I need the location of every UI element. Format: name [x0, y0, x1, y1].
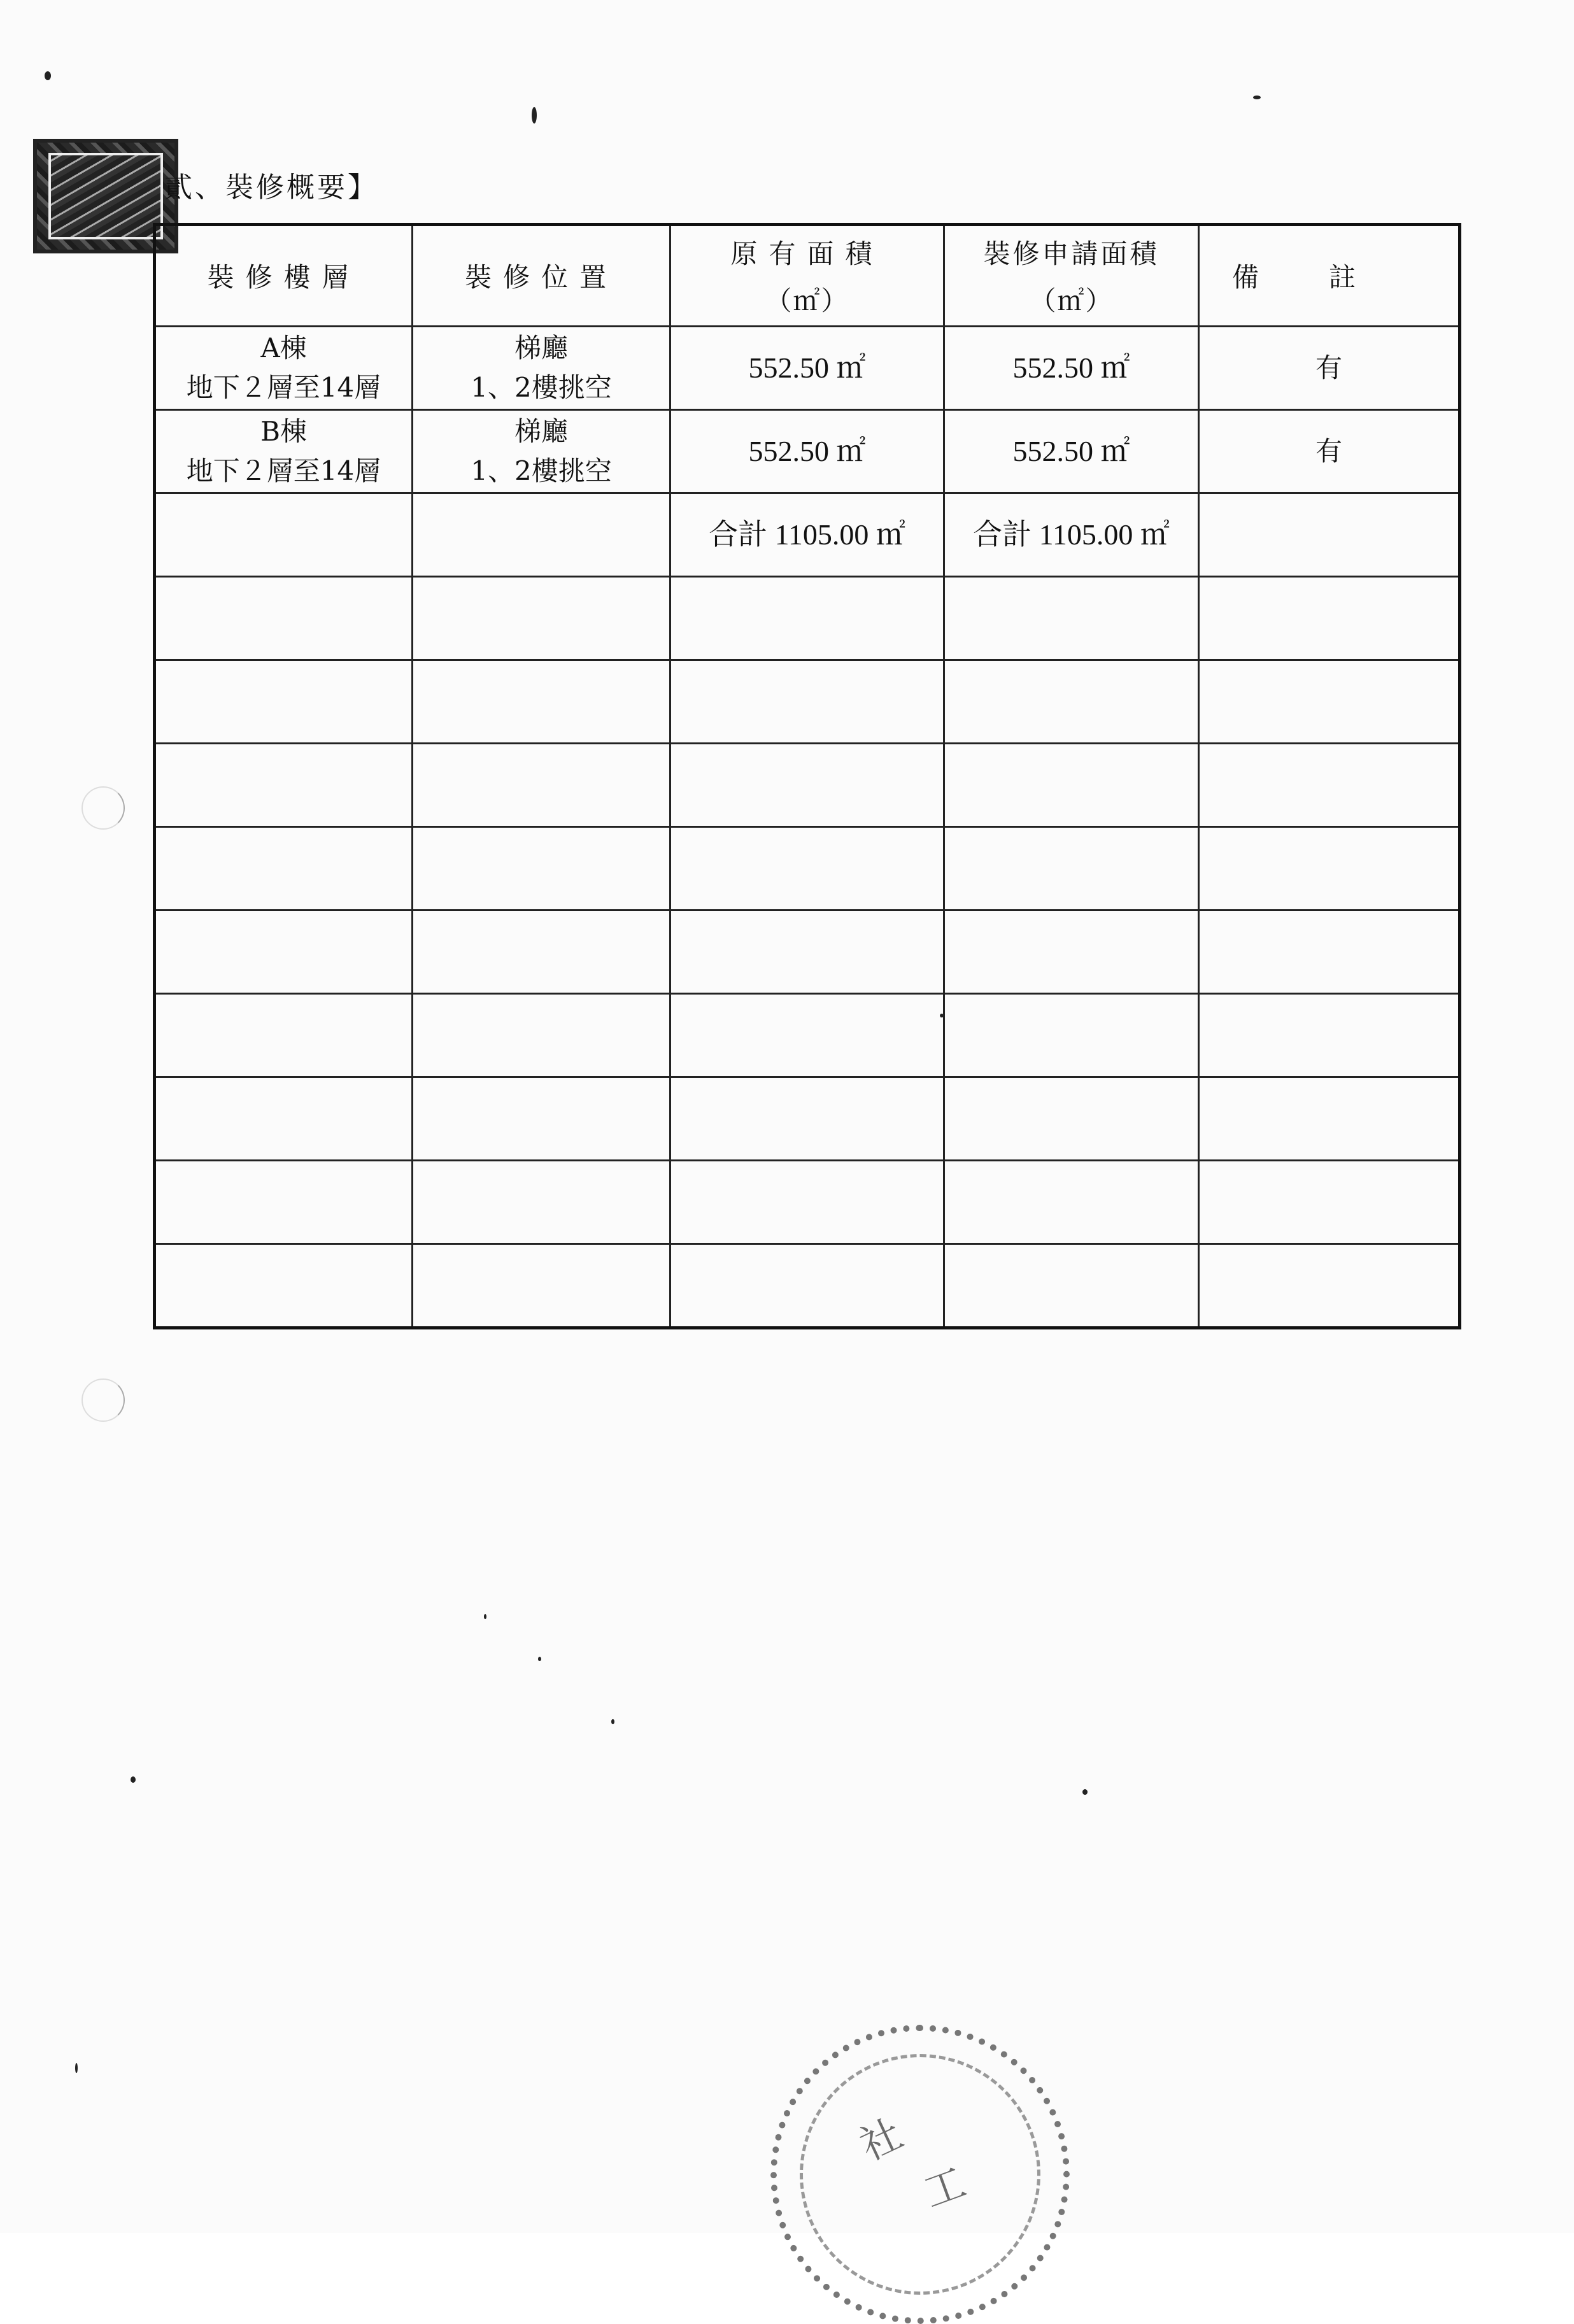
official-round-stamp	[770, 2025, 1070, 2324]
cell-empty	[1199, 1161, 1460, 1244]
header-remarks-label: 備註	[1231, 262, 1426, 293]
cell-location	[413, 327, 670, 410]
header-applied-area-unit: （㎡）	[1029, 285, 1114, 316]
applied-area-value: 552.50 ㎡	[1012, 351, 1130, 384]
renovation-summary-table	[153, 223, 1461, 1329]
stamp-glyph: 社	[853, 2110, 911, 2171]
original-area-value: 552.50 ㎡	[748, 434, 866, 467]
cell-empty	[670, 1077, 944, 1161]
stamp-glyph: 工	[918, 2158, 972, 2218]
cell-empty	[413, 910, 670, 994]
cell-empty	[413, 660, 670, 744]
header-original-area-unit: （㎡）	[765, 285, 849, 316]
cell-empty	[155, 577, 413, 660]
cell-empty	[944, 910, 1199, 994]
scan-speck	[131, 1776, 136, 1783]
cell-empty	[1199, 577, 1460, 660]
cell-empty	[670, 744, 944, 827]
cell-empty	[944, 1077, 1199, 1161]
scan-speck	[611, 1719, 614, 1724]
cell-empty	[670, 994, 944, 1077]
cell-empty	[155, 910, 413, 994]
cell-empty	[670, 827, 944, 910]
punch-hole-mark	[82, 1378, 125, 1422]
cell-empty	[1199, 994, 1460, 1077]
cell-empty	[670, 1244, 944, 1328]
cell-location	[413, 410, 670, 493]
header-remarks	[1199, 225, 1460, 327]
scan-speck	[538, 1657, 541, 1661]
cell-empty	[944, 994, 1199, 1077]
cell-empty	[413, 577, 670, 660]
cell-empty	[944, 577, 1199, 660]
header-original-area-label: 原有面積	[730, 238, 884, 269]
table-header-row	[155, 225, 1460, 327]
scan-speck	[45, 71, 51, 80]
table-empty-row	[155, 827, 1460, 910]
total-applied-area: 合計 1105.00 ㎡	[973, 518, 1170, 551]
floor-range: 地下２層至14層	[186, 455, 381, 486]
header-applied-area	[944, 225, 1199, 327]
cell-empty	[155, 744, 413, 827]
remark-value: 有	[1315, 436, 1342, 467]
cell-empty	[413, 994, 670, 1077]
applied-area-value: 552.50 ㎡	[1012, 434, 1130, 467]
cell-empty	[413, 1244, 670, 1328]
location-name: 梯廳	[514, 416, 568, 447]
cell-applied-area	[944, 410, 1199, 493]
table-empty-row	[155, 910, 1460, 994]
cell-floor	[155, 327, 413, 410]
table-empty-row	[155, 994, 1460, 1077]
cell-empty	[670, 660, 944, 744]
cell-empty	[413, 827, 670, 910]
header-applied-area-label: 裝修申請面積	[983, 238, 1159, 269]
header-original-area	[670, 225, 944, 327]
location-name: 梯廳	[514, 332, 568, 364]
cell-floor	[155, 410, 413, 493]
header-floor-label: 裝修樓層	[207, 262, 360, 293]
original-area-value: 552.50 ㎡	[748, 351, 866, 384]
cell-remark	[1199, 410, 1460, 493]
floor-building: A棟	[260, 332, 307, 364]
table-row	[155, 327, 1460, 410]
cell-empty	[155, 1077, 413, 1161]
scan-speck	[532, 107, 537, 124]
renovation-summary-table-wrap	[153, 223, 1458, 1329]
cell-empty	[1199, 1077, 1460, 1161]
cell-empty	[1199, 493, 1460, 577]
table-empty-row	[155, 577, 1460, 660]
seal-inner-border	[48, 153, 163, 239]
location-detail: 1、2樓挑空	[471, 455, 612, 486]
cell-applied-area	[944, 327, 1199, 410]
cell-empty	[413, 744, 670, 827]
scan-speck	[1082, 1789, 1088, 1795]
cell-empty	[944, 1161, 1199, 1244]
section-heading: 貳、裝修概要】	[164, 171, 378, 204]
cell-empty	[413, 1077, 670, 1161]
cell-empty	[1199, 660, 1460, 744]
floor-building: B棟	[260, 416, 307, 447]
cell-empty	[155, 827, 413, 910]
scan-speck	[75, 2063, 78, 2073]
cell-empty	[155, 660, 413, 744]
cell-empty	[944, 660, 1199, 744]
cell-remark	[1199, 327, 1460, 410]
cell-empty	[413, 1161, 670, 1244]
remark-value: 有	[1315, 352, 1342, 383]
cell-empty	[155, 994, 413, 1077]
cell-empty	[944, 744, 1199, 827]
cell-empty	[1199, 1244, 1460, 1328]
cell-original-area	[670, 327, 944, 410]
table-row	[155, 410, 1460, 493]
table-empty-row	[155, 744, 1460, 827]
table-empty-row	[155, 660, 1460, 744]
header-floor	[155, 225, 413, 327]
scan-speck	[484, 1614, 486, 1619]
cell-empty	[155, 1161, 413, 1244]
cell-empty	[670, 1161, 944, 1244]
cell-empty	[155, 1244, 413, 1328]
cell-empty	[413, 493, 670, 577]
location-detail: 1、2樓挑空	[471, 372, 612, 403]
cell-empty	[155, 493, 413, 577]
cell-empty	[944, 827, 1199, 910]
table-empty-row	[155, 1161, 1460, 1244]
table-empty-row	[155, 1244, 1460, 1328]
cell-empty	[670, 910, 944, 994]
cell-empty	[670, 577, 944, 660]
cell-empty	[944, 1244, 1199, 1328]
table-empty-row	[155, 1077, 1460, 1161]
cell-empty	[1199, 744, 1460, 827]
punch-hole-mark	[82, 786, 125, 830]
table-total-row	[155, 493, 1460, 577]
cell-total-applied-area	[944, 493, 1199, 577]
cell-empty	[1199, 910, 1460, 994]
floor-range: 地下２層至14層	[186, 372, 381, 403]
total-original-area: 合計 1105.00 ㎡	[709, 518, 905, 551]
header-location-label: 裝修位置	[464, 262, 618, 293]
cell-total-original-area	[670, 493, 944, 577]
scan-speck	[940, 1014, 944, 1017]
header-location	[413, 225, 670, 327]
cell-original-area	[670, 410, 944, 493]
cell-empty	[1199, 827, 1460, 910]
scan-speck	[1253, 96, 1261, 99]
